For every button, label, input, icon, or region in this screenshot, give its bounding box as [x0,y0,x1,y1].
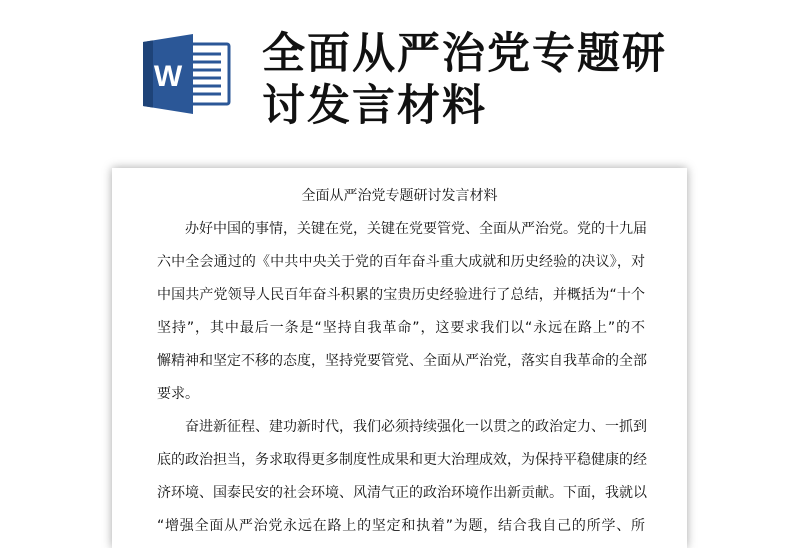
document-page [112,168,687,548]
document-line-3: 中国共产党领导人民百年奋斗积累的宝贵历史经验进行了总结，并概括为“十个 [157,287,645,303]
header-title [262,28,732,132]
document-line-6: 要求。 [157,386,199,402]
document-line-2: 六中全会通过的《中共中央关于党的百年奋斗重大成就和历史经验的决议》，对 [157,254,645,270]
document-line-5: 懈精神和坚定不移的态度，坚持党要管党、全面从严治党，落实自我革命的全部 [157,353,647,369]
word-logo-letter: W [153,60,183,93]
document-line-9: 济环境、国泰民安的社会环境、风清气正的政治环境作出新贡献。下面，我就以 [157,485,647,501]
word-document-icon [141,34,233,114]
document-line-4: 坚持”，其中最后一条是“坚持自我革命”，这要求我们以“永远在路上”的不 [157,320,645,336]
document-line-10: “增强全面从严治党永远在路上的坚定和执着”为题，结合我自己的所学、所 [157,518,645,534]
document-line-8: 底的政治担当，务求取得更多制度性成果和更大治理成效，为保持平稳健康的经 [157,452,647,468]
document-line-1: 办好中国的事情，关键在党，关键在党要管党、全面从严治党。党的十九届 [157,221,647,237]
header-title-line-1: 全面从严治党专题研 [262,29,667,79]
header-title-line-2: 讨发言材料 [262,81,487,131]
document-title: 全面从严治党专题研讨发言材料 [301,188,498,204]
document-line-7: 奋进新征程、建功新时代，我们必须持续强化一以贯之的政治定力、一抓到 [157,419,647,435]
